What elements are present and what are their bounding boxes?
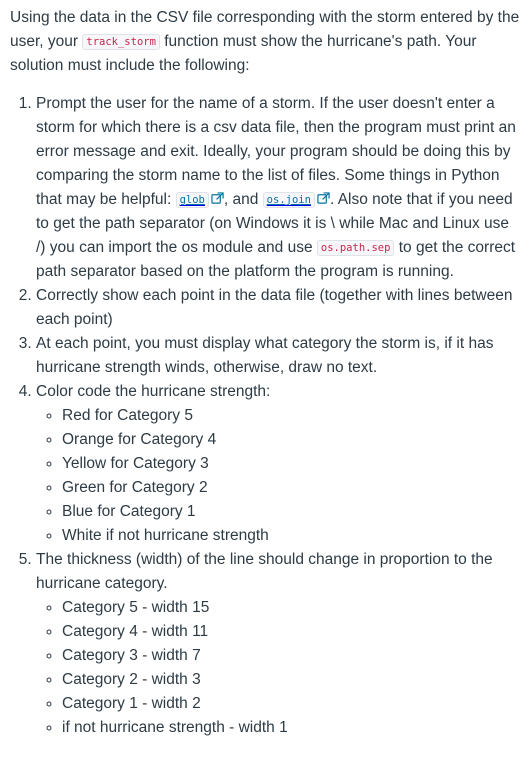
color-code-list [36, 404, 520, 548]
track-storm-code: track_storm [82, 34, 160, 50]
list-item: ◦ White if not hurricane strength [62, 524, 520, 548]
list-item: ◦ Yellow for Category 3 [62, 452, 520, 476]
list-item: ◦ Category 5 - width 15 [62, 596, 520, 620]
os-join-code: os.join [263, 192, 315, 208]
list-item: ◦ Green for Category 2 [62, 476, 520, 500]
list-item: ◦ Category 1 - width 2 [62, 692, 520, 716]
item-4-text: Color code the hurricane strength: [36, 383, 271, 400]
os-path-sep-code: os.path.sep [317, 240, 395, 256]
requirement-item-3 [36, 332, 520, 380]
requirement-item-5 [36, 548, 520, 740]
glob-code: glob [176, 192, 209, 208]
list-item: ◦ Blue for Category 1 [62, 500, 520, 524]
item-3-text: At each point, you must display what category the storm is, if it has hurricane strength winds, otherwise, draw no text. [36, 335, 494, 376]
item-1-text-b: , and [223, 191, 263, 208]
glob-link[interactable] [176, 191, 209, 208]
os-join-link[interactable] [263, 191, 315, 208]
item-2-text: Correctly show each point in the data file (together with lines between each point) [36, 287, 513, 328]
line-width-list [36, 596, 520, 740]
external-link-icon [211, 192, 224, 205]
item-5-text: The thickness (width) of the line should change in proportion to the hurricane category. [36, 551, 493, 592]
intro-text-after: function must show the hurricane's path. Your solution must include the following: [10, 33, 477, 74]
requirements-list [10, 92, 520, 740]
requirement-item-2 [36, 284, 520, 332]
intro-paragraph [10, 6, 520, 78]
list-item: ◦ Red for Category 5 [62, 404, 520, 428]
item-1-text-c: . Also note that if you need to get the path separator (on Windows it is \ while Mac and Linux use /) you can import the os module and use [36, 191, 513, 256]
requirement-item-1 [36, 92, 520, 284]
list-item: ◦ Category 4 - width 11 [62, 620, 520, 644]
intro-text-before: Using the data in the CSV file corresponding with the storm entered by the user, your [10, 9, 520, 50]
item-1-text-d: to get the correct path separator based on the platform the program is running. [36, 239, 516, 280]
requirement-item-4 [36, 380, 520, 548]
list-item: ◦ Category 3 - width 7 [62, 644, 520, 668]
list-item: ◦ if not hurricane strength - width 1 [62, 716, 520, 740]
item-1-text-a: Prompt the user for the name of a storm. If the user doesn't enter a storm for which there is a csv data file, then the program must print an error message and exit. Ideally, your program should be doing this by comparing the storm name to the list of files. Some things in Python that may be helpful: [36, 95, 516, 208]
list-item: ◦ Orange for Category 4 [62, 428, 520, 452]
external-link-icon [317, 192, 330, 205]
list-item: ◦ Category 2 - width 3 [62, 668, 520, 692]
